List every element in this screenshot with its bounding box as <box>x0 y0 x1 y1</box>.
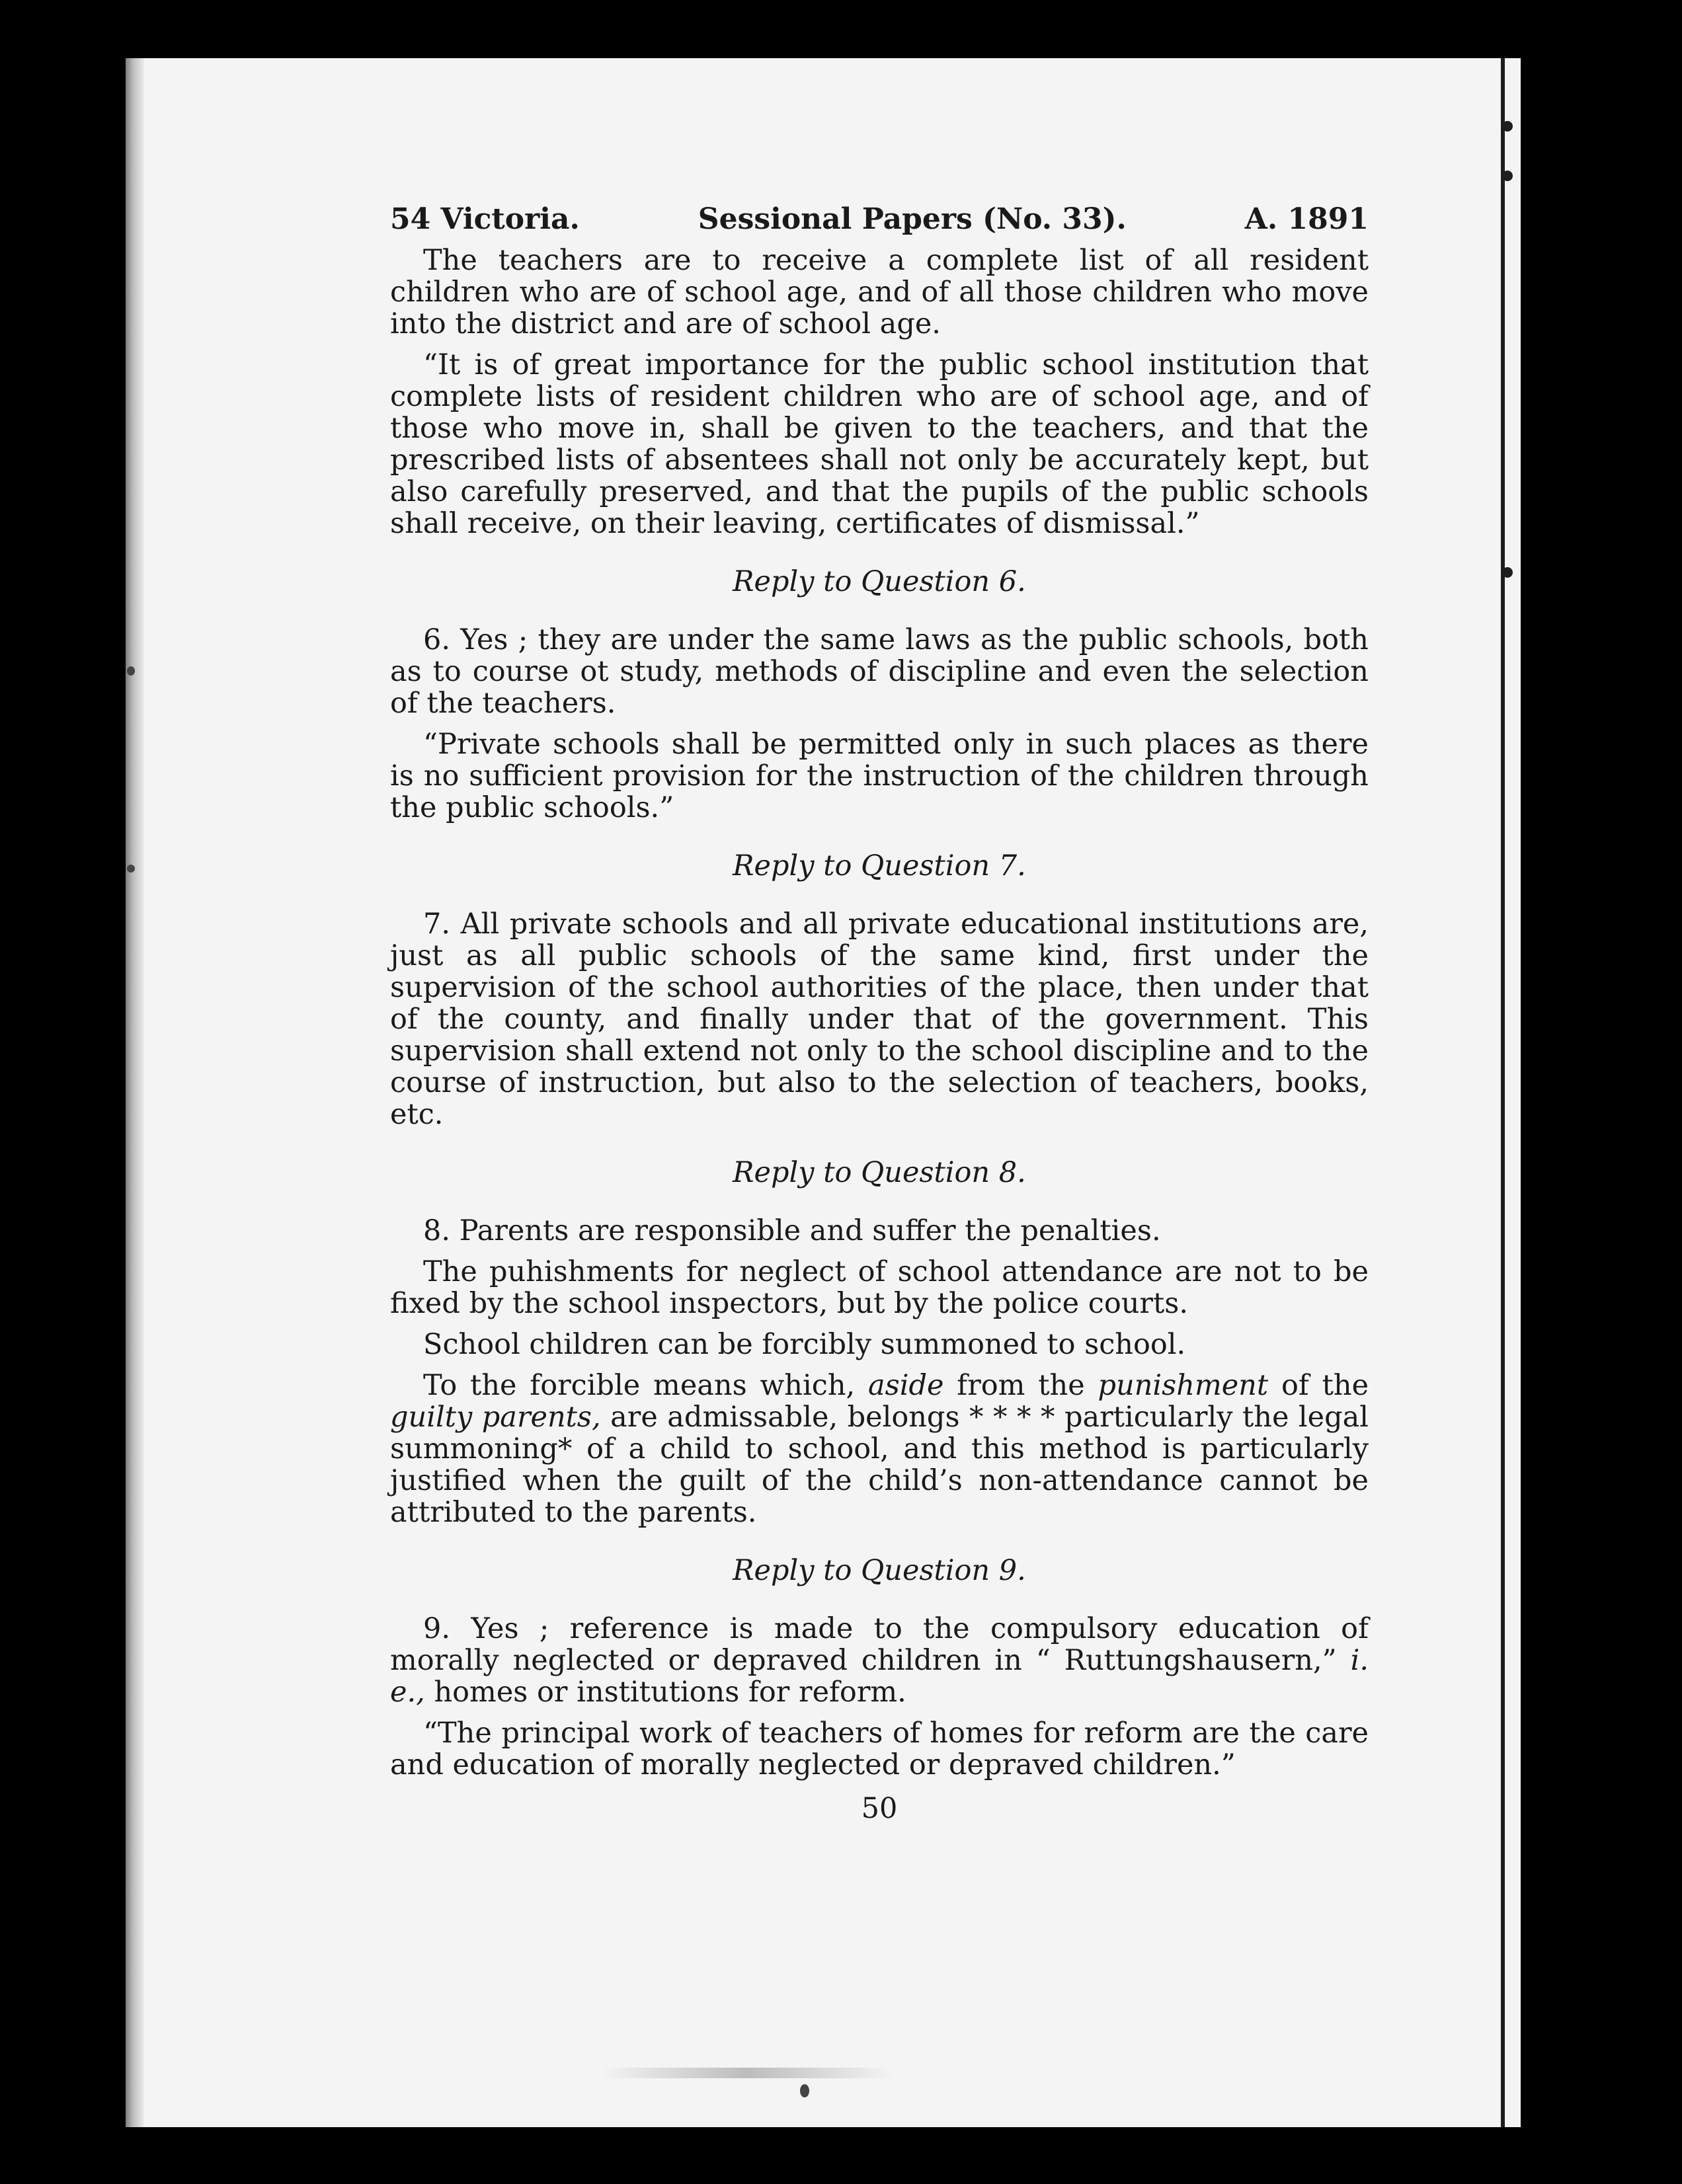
quotation: “Private schools shall be permitted only in such places as there is no sufficient provision for the instruction of the children through the public schools.” <box>390 728 1369 824</box>
paragraph: School children can be forcibly summoned to school. <box>423 1328 1186 1361</box>
page-number: 50 <box>861 1792 898 1825</box>
paragraph: The teachers are to receive a complete list of all resident children who are of school age, and of all those children who move into the district and are of school age. <box>390 244 1369 340</box>
document-page <box>126 58 1521 2127</box>
section-heading: Reply to Question 7. <box>733 849 1026 882</box>
paragraph: 7. All private schools and all private educational institutions are, just as all public schools of the same kind, first under the supervision of the school authorities of the place, then under that of the county, and finally under that of the government. This supervision shall extend not only to the school discipline and to the course of instruction, but also to the selection of teachers, books, etc. <box>390 908 1369 1131</box>
section-heading: Reply to Question 6. <box>733 565 1026 598</box>
paragraph: 8. Parents are responsible and suffer the penalties. <box>423 1214 1161 1247</box>
speck <box>127 666 135 676</box>
header-left: 54 Victoria. <box>390 202 580 236</box>
facing-page-edge <box>1501 58 1505 2127</box>
edge-mark <box>1502 121 1513 132</box>
paragraph <box>390 1613 1369 1708</box>
italic-text: i. e., <box>390 1644 1369 1709</box>
paragraph: 6. Yes ; they are under the same laws as the public schools, both as to course ot study, methods of discipline and even the selection of the teachers. <box>390 623 1369 720</box>
quotation: “It is of great importance for the public school institution that complete lists of resident children who are of school age, and of those who move in, shall be given to the teachers, and that the prescribed lists of absentees shall not only be accurately kept, but also carefully preserved, and that the pupils of the public schools shall receive, on their leaving, certificates of dismissal.” <box>390 348 1369 540</box>
text-block <box>390 204 1369 1824</box>
header-right: A. 1891 <box>1244 202 1369 236</box>
spine-shadow <box>126 58 144 2127</box>
italic-text: punishment <box>1098 1369 1269 1402</box>
speck <box>800 2084 809 2097</box>
text-run: are admissable, belongs * * * * particularly the legal summoning* of a child to school, and this method is particularly justified when the guilt of the child’s non-attendance cannot be attributed to the parents. <box>390 1401 1369 1529</box>
paragraph <box>390 1370 1369 1528</box>
text-run: homes or institutions for reform. <box>424 1676 906 1709</box>
bottom-smudge <box>602 2068 893 2078</box>
italic-text: guilty parents, <box>390 1401 601 1434</box>
text-run: 9. Yes ; reference is made to the compulsory education of morally neglected or depraved children in “ Ruttungshausern,” <box>390 1612 1369 1677</box>
section-heading: Reply to Question 8. <box>733 1156 1026 1189</box>
text-run: of the <box>1268 1369 1369 1402</box>
paragraph: The puhishments for neglect of school attendance are not to be fixed by the school inspectors, but by the police courts. <box>390 1255 1369 1320</box>
running-header <box>390 204 1369 235</box>
italic-text: aside <box>868 1369 944 1402</box>
text-run: To the forcible means which, <box>423 1369 869 1402</box>
header-center: Sessional Papers (No. 33). <box>698 202 1127 236</box>
edge-mark <box>1502 171 1513 181</box>
edge-mark <box>1502 567 1513 578</box>
section-heading: Reply to Question 9. <box>733 1554 1026 1587</box>
quotation: “The principal work of teachers of homes for reform are the care and education of morally neglected or depraved children.” <box>390 1717 1369 1781</box>
text-run: from the <box>943 1369 1098 1402</box>
speck <box>127 865 135 873</box>
